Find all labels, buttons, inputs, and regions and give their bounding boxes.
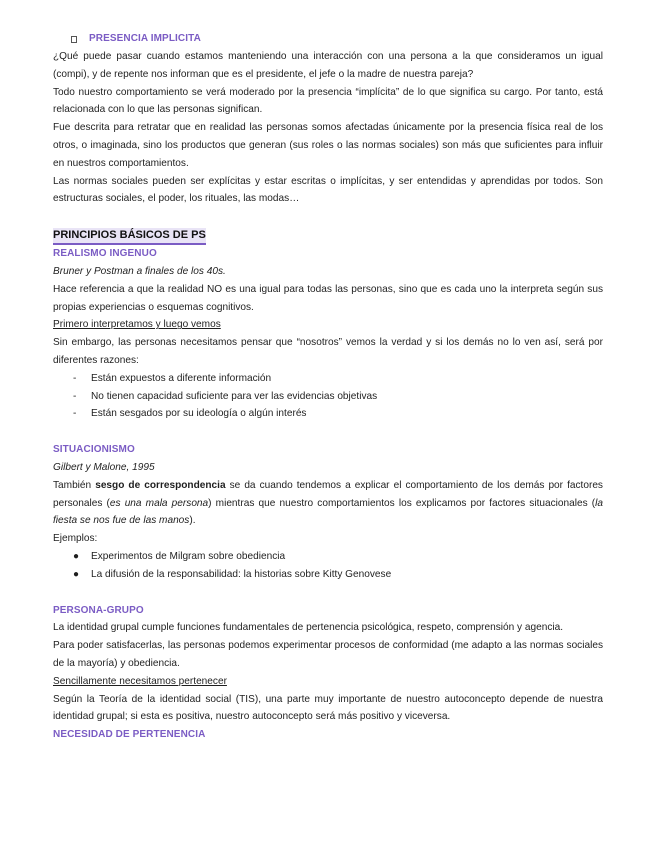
persona-heading: PERSONA-GRUPO	[53, 604, 144, 616]
situacionismo-examples-label: Ejemplos:	[53, 533, 98, 545]
persona-paragraph-2: Para poder satisfacerlas, las personas podemos experimentar procesos de conformidad (me adapto a las normas sociales de la mayoría) y obediencia.	[53, 640, 603, 669]
principios-heading: PRINCIPIOS BÁSICOS DE PS	[53, 228, 206, 245]
necesidad-heading: NECESIDAD DE PERTENENCIA	[53, 729, 206, 741]
realismo-paragraph-1: Hace referencia a que la realidad NO es una igual para todas las personas, sino que es cada uno la interpreta según sus propias experiencias o esquemas cognitivos.	[53, 283, 603, 313]
situacionismo-citation: Gilbert y Malone, 1995	[53, 461, 155, 473]
persona-paragraph-3: Según la Teoría de la identidad social (TIS), una parte muy importante de nuestro autoconcepto depende de nuestra identidad grupal; si esta es positiva, nuestro autoconcepto será más positivo y viceversa.	[53, 693, 603, 723]
checkbox-bullet-icon	[71, 36, 77, 43]
list-item: - Están sesgados por su ideología o algún interés	[73, 408, 307, 420]
realismo-paragraph-2: Sin embargo, las personas necesitamos pensar que “nosotros” vemos la verdad y si los demás no lo ven así, será por diferentes razones:	[53, 337, 603, 366]
realismo-list	[53, 370, 603, 423]
presencia-paragraph-4: Las normas sociales pueden ser explícitas y estar escritas o implícitas, y ser entendidas y aprendidas por todos. Son estructuras sociales, el poder, los rituales, las modas…	[53, 175, 603, 205]
persona-paragraph-1: La identidad grupal cumple funciones fundamentales de pertenencia psicológica, respeto, comprensión y agencia.	[53, 622, 564, 634]
persona-underlined: Sencillamente necesitamos pertenecer	[53, 675, 227, 687]
presencia-paragraph-2: Todo nuestro comportamiento se verá moderado por la presencia “implícita” de lo que significa su cargo. Por tanto, está relacionada con lo que las personas significan.	[53, 86, 603, 116]
presencia-title: PRESENCIA IMPLICITA	[89, 33, 201, 45]
realismo-heading: REALISMO INGENUO	[53, 248, 157, 260]
list-item: - No tienen capacidad suficiente para ver las evidencias objetivas	[73, 390, 378, 402]
presencia-paragraph-1: ¿Qué puede pasar cuando estamos manteniendo una interacción con una persona a la que consideramos un igual (compi), y de repente nos informan que es el presidente, el jefe o la madre de nuestra pareja?	[53, 51, 603, 80]
presencia-paragraph-3: Fue descrita para retratar que en realidad las personas somos afectadas únicamente por la presencia física real de los otros, o imaginada, sino los productos que generan (sus roles o las normas sociales) son más que suficientes para influir en nuestros comportamientos.	[53, 122, 603, 169]
realismo-underlined: Primero interpretamos y luego vemos	[53, 319, 221, 331]
list-item: - Están expuestos a diferente información	[73, 372, 272, 384]
presencia-heading	[53, 30, 603, 48]
list-item: ● La difusión de la responsabilidad: la historias sobre Kitty Genovese	[73, 568, 392, 580]
list-item: ● Experimentos de Milgram sobre obediencia	[73, 550, 286, 562]
situacionismo-paragraph-1: También sesgo de correspondencia se da cuando tendemos a explicar el comportamiento de los demás por factores personales (es una mala persona) mientras que nuestro comportamientos los explicamos por factores situacionales (la fiesta se nos fue de las manos).	[53, 479, 604, 527]
situacionismo-heading: SITUACIONISMO	[53, 444, 135, 456]
realismo-citation: Bruner y Postman a finales de los 40s.	[53, 265, 226, 277]
situacionismo-list	[53, 548, 603, 584]
